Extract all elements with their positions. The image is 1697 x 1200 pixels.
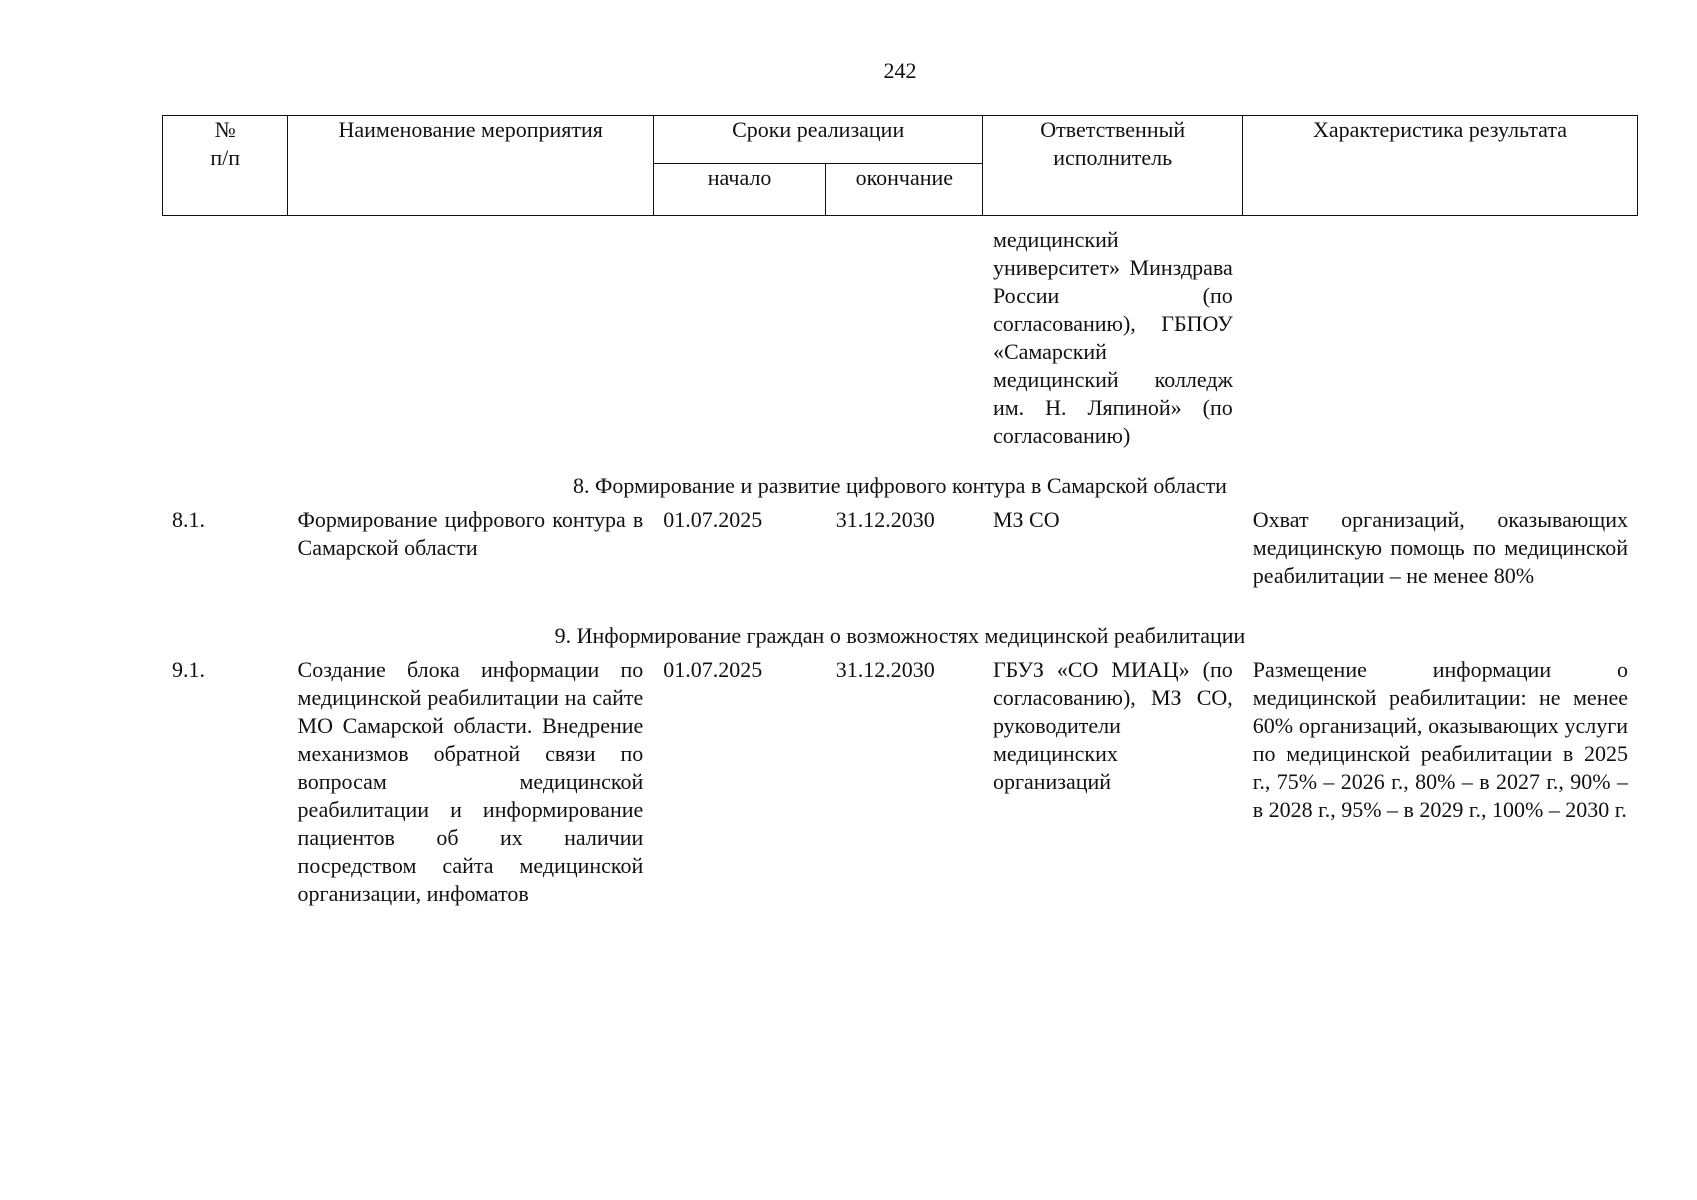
row-result: Охват организаций, оказывающих медицинскую помощь по медицинской реабилитации – не менее 80% xyxy=(1252,507,1628,588)
table-row xyxy=(162,506,1638,600)
row-name: Формирование цифрового контура в Самарской области xyxy=(297,507,644,560)
row-responsible: ГБУЗ «СО МИАЦ» (по согласованию), МЗ СО, руководители медицинских организаций xyxy=(992,657,1233,794)
section-title-row xyxy=(162,600,1638,656)
table-body xyxy=(162,226,1638,908)
row-num: 9.1. xyxy=(172,657,205,682)
table-header xyxy=(162,115,1638,216)
table-row xyxy=(162,656,1638,908)
header-end: окончание xyxy=(826,164,983,216)
header-terms: Сроки реализации xyxy=(653,116,982,164)
section-title: 9. Информирование граждан о возможностях медицинской реабилитации xyxy=(554,623,1246,648)
header-num: № п/п xyxy=(163,116,288,216)
row-name: Создание блока информации по медицинской реабилитации на сайте МО Самарской области. Внедрение механизмов обратной связи по вопросам медицинской реабилитации и информирование пациентов об их наличии посредством сайта медицинской организации, инфоматов xyxy=(297,657,644,906)
row-end: 31.12.2030 xyxy=(835,657,935,682)
row-result: Размещение информации о медицинской реабилитации: не менее 60% организаций, оказывающих услуги по медицинской реабилитации в 2025 г., 75% – 2026 г., 80% – в 2027 г., 90% – в 2028 г., 95% – в 2029 г., 100% – 2030 г. xyxy=(1252,657,1628,822)
section-title-row xyxy=(162,450,1638,506)
row-num: 8.1. xyxy=(172,507,205,532)
row-end: 31.12.2030 xyxy=(835,507,935,532)
continuation-responsible: медицинский университет» Минздрава России (по согласованию), ГБПОУ «Самарский медицинский колледж им. Н. Ляпиной» (по согласованию) xyxy=(992,227,1233,448)
row-start: 01.07.2025 xyxy=(663,507,763,532)
row-responsible: МЗ СО xyxy=(992,507,1060,532)
header-result: Характеристика результата xyxy=(1243,116,1638,216)
section-title: 8. Формирование и развитие цифрового контура в Самарской области xyxy=(573,473,1227,498)
row-start: 01.07.2025 xyxy=(663,657,763,682)
header-responsible: Ответственный исполнитель xyxy=(983,116,1243,216)
page-number: 242 xyxy=(883,58,917,83)
header-name: Наименование мероприятия xyxy=(288,116,653,216)
header-start: начало xyxy=(653,164,825,216)
continuation-row xyxy=(162,226,1638,450)
